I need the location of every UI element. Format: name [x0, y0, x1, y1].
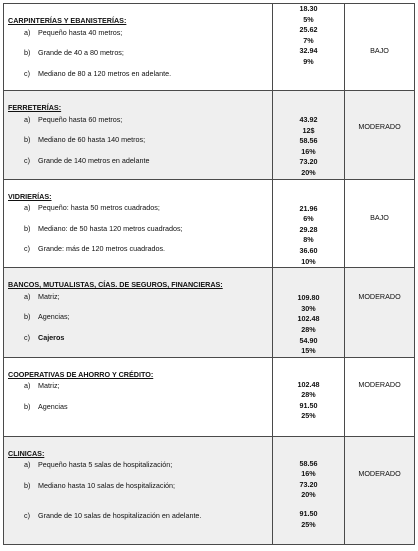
risk-level-cell [345, 179, 415, 268]
description-cell [4, 4, 273, 91]
percent-value: 20% [301, 167, 316, 177]
percent-value: 9% [303, 56, 314, 66]
item-label: Pequeño: hasta 50 metros cuadrados; [38, 203, 160, 213]
tariff-table [3, 3, 415, 545]
item-letter: a) [24, 291, 31, 301]
item-label: Mediano: de 50 hasta 120 metros cuadrados; [38, 223, 183, 233]
item-label: Agencias [38, 401, 68, 411]
percent-value: 10% [301, 256, 316, 266]
category-title: BANCOS, MUTUALISTAS, CÍAS. DE SEGUROS, FINANCIERAS: [8, 280, 223, 290]
item-letter: c) [24, 332, 30, 342]
item-label: Pequeño hasta 5 salas de hospitalización; [38, 460, 173, 470]
percent-value: 25% [301, 411, 316, 421]
item-label: Grande de 40 a 80 metros; [38, 48, 124, 58]
percent-value: 28% [301, 324, 316, 334]
item-label: Mediano de 80 a 120 metros en adelante. [38, 68, 172, 78]
amount-value: 18.30 [299, 4, 318, 13]
table-row [4, 436, 415, 544]
amount-value: 36.60 [299, 245, 318, 255]
item-letter: b) [24, 312, 31, 322]
risk-level: BAJO [370, 212, 389, 222]
item-letter: c) [24, 68, 30, 78]
list-item [4, 312, 272, 323]
list-item [4, 460, 272, 471]
amount-value: 58.56 [299, 458, 318, 468]
percent-value: 15% [301, 346, 316, 356]
item-letter: b) [24, 48, 31, 58]
list-item [4, 69, 272, 80]
list-item [4, 203, 272, 214]
amount-value: 25.62 [299, 25, 318, 35]
item-label: Cajeros [38, 332, 65, 342]
percent-value: 5% [303, 14, 314, 24]
amount-value: 43.92 [299, 115, 318, 124]
amount-value: 73.20 [299, 157, 318, 167]
amount-value: 54.90 [299, 335, 318, 345]
item-letter: c) [24, 155, 30, 165]
item-letter: a) [24, 381, 31, 391]
table-row [4, 91, 415, 180]
item-label: Grande de 140 metros en adelante [38, 155, 150, 165]
list-item [4, 115, 272, 126]
item-letter: b) [24, 223, 31, 233]
category-title: CLINICAS: [8, 448, 45, 458]
risk-level-cell [345, 357, 415, 436]
value-cell [273, 179, 345, 268]
amount-value: 32.94 [299, 46, 318, 56]
item-label: Grande: más de 120 metros cuadrados. [38, 244, 166, 254]
list-item [4, 135, 272, 146]
value-cell [273, 4, 345, 91]
percent-value: 16% [301, 469, 316, 479]
list-item [4, 156, 272, 167]
item-letter: b) [24, 480, 31, 490]
item-letter: a) [24, 27, 31, 37]
list-item [4, 381, 272, 392]
list-item [4, 28, 272, 39]
item-letter: a) [24, 114, 31, 124]
table-row [4, 268, 415, 358]
category-title: COOPERATIVAS DE AHORRO Y CRÉDITO: [8, 369, 154, 379]
risk-level-cell [345, 268, 415, 358]
risk-level-cell [345, 4, 415, 91]
description-cell [4, 436, 273, 544]
risk-level: MODERADO [358, 292, 401, 302]
item-label: Agencias; [38, 312, 70, 322]
risk-level: MODERADO [358, 379, 401, 389]
description-cell [4, 91, 273, 180]
percent-value: 20% [301, 490, 316, 500]
description-cell [4, 179, 273, 268]
amount-value: 29.28 [299, 224, 318, 234]
table-row [4, 179, 415, 268]
percent-value: 6% [303, 214, 314, 224]
amount-value: 102.48 [297, 379, 320, 389]
percent-value: 8% [303, 235, 314, 245]
item-label: Mediano de 60 hasta 140 metros; [38, 135, 146, 145]
item-label: Pequeño hasta 60 metros; [38, 114, 123, 124]
description-cell [4, 357, 273, 436]
amount-value: 58.56 [299, 136, 318, 146]
table-row [4, 357, 415, 436]
item-label: Mediano hasta 10 salas de hospitalización; [38, 480, 176, 490]
percent-value: 30% [301, 303, 316, 313]
percent-value: 25% [301, 519, 316, 529]
risk-level: MODERADO [358, 468, 401, 478]
percent-value: 16% [301, 146, 316, 156]
item-letter: a) [24, 460, 31, 470]
amount-value: 102.48 [297, 314, 320, 324]
list-item [4, 292, 272, 303]
percent-value: 7% [303, 35, 314, 45]
description-cell [4, 268, 273, 358]
risk-level: MODERADO [358, 122, 401, 131]
item-label: Grande de 10 salas de hospitalización en adelante. [38, 511, 202, 521]
risk-level-cell [345, 91, 415, 180]
category-title: VIDRIERÍAS: [8, 191, 52, 201]
table-row [4, 4, 415, 91]
item-letter: b) [24, 135, 31, 145]
item-label: Pequeño hasta 40 metros; [38, 27, 123, 37]
amount-value: 21.96 [299, 203, 318, 213]
amount-value: 109.80 [297, 293, 320, 303]
amount-value: 91.50 [299, 400, 318, 410]
list-item [4, 244, 272, 255]
category-title: CARPINTERÍAS Y EBANISTERÍAS: [8, 16, 127, 25]
amount-value: 91.50 [299, 509, 318, 519]
amount-value: 73.20 [299, 479, 318, 489]
list-item [4, 224, 272, 235]
value-cell [273, 436, 345, 544]
item-label: Matriz; [38, 291, 60, 301]
risk-level-cell [345, 436, 415, 544]
percent-value: 28% [301, 390, 316, 400]
risk-level: BAJO [370, 46, 389, 55]
list-item [4, 402, 272, 413]
item-label: Matriz; [38, 381, 60, 391]
list-item [4, 511, 272, 522]
item-letter: c) [24, 244, 30, 254]
item-letter: a) [24, 203, 31, 213]
item-letter: c) [24, 511, 30, 521]
category-title: FERRETERÍAS: [8, 103, 62, 112]
percent-value: 12$ [302, 125, 315, 135]
value-cell [273, 357, 345, 436]
list-item [4, 333, 272, 344]
value-cell [273, 268, 345, 358]
list-item [4, 48, 272, 59]
value-cell [273, 91, 345, 180]
list-item [4, 481, 272, 492]
item-letter: b) [24, 401, 31, 411]
